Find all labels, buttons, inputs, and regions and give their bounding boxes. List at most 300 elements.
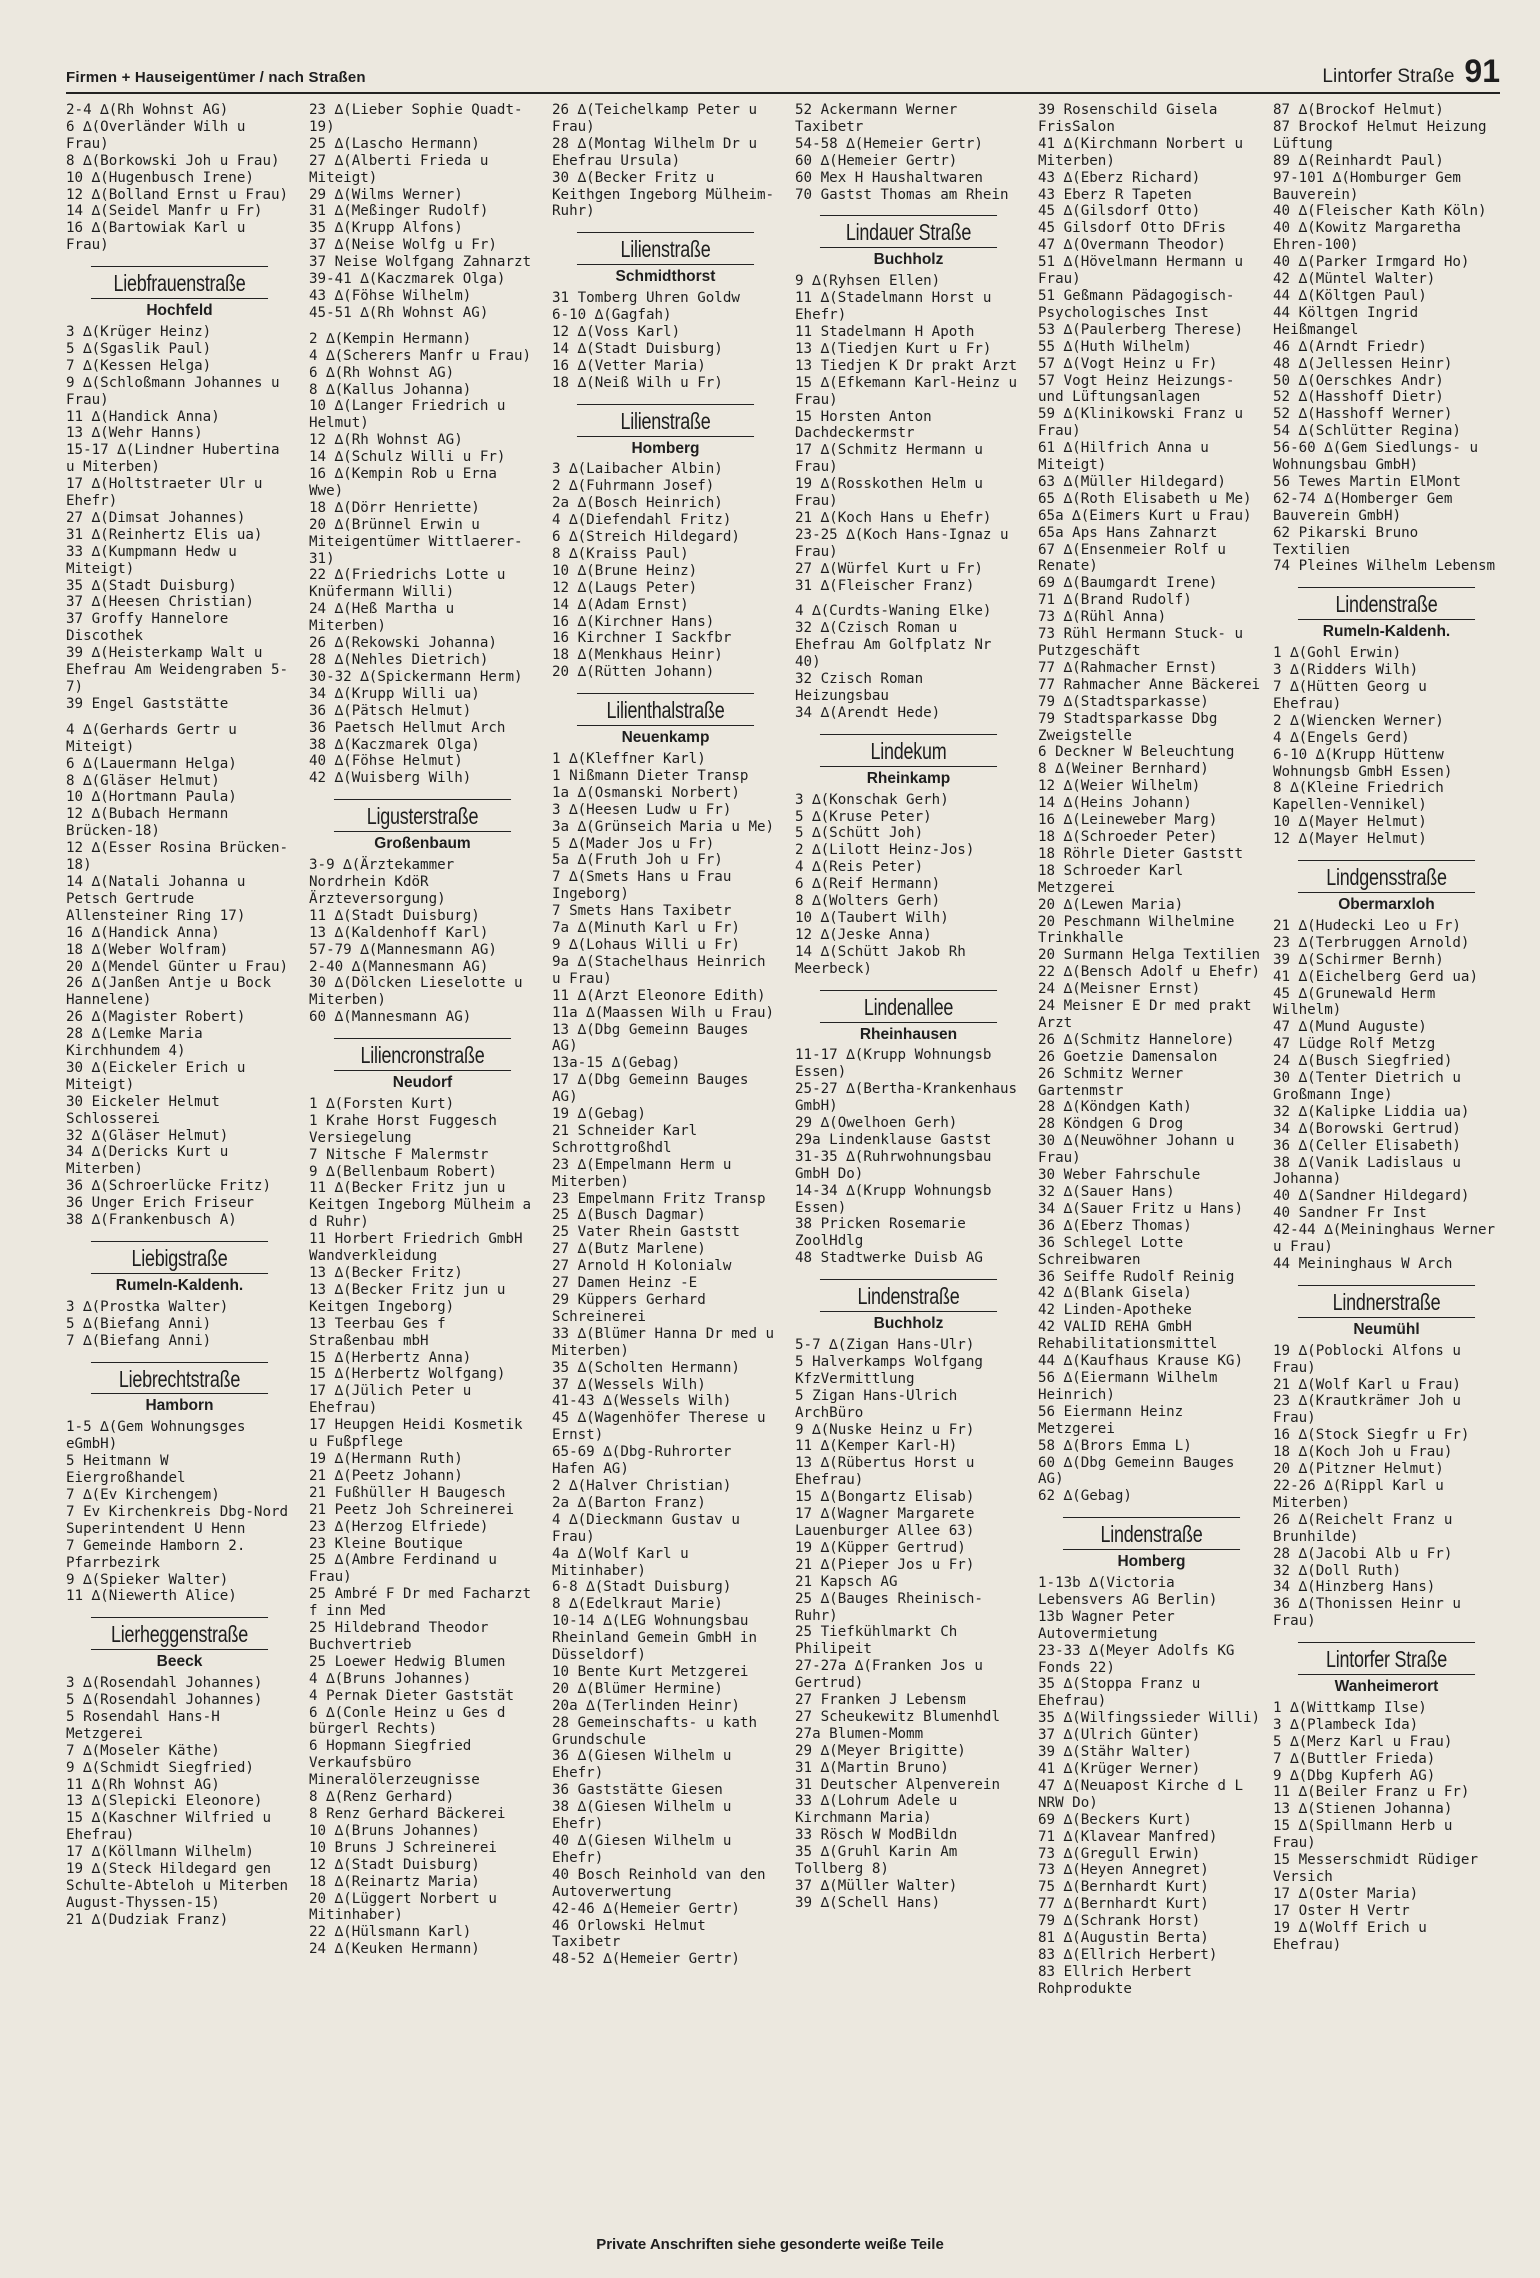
directory-entry: 18 Röhrle Dieter Gaststt	[1038, 845, 1243, 862]
directory-entry: 70 Gastst Thomas am Rhein	[795, 186, 1009, 203]
directory-entry: 27 ∆(Alberti Frieda u Miteigt)	[309, 152, 489, 186]
directory-entry: 20 ∆(Pitzner Helmut)	[1273, 1461, 1444, 1478]
directory-entry: 30 Weber Fahrschule	[1038, 1167, 1201, 1184]
directory-entry: 45-51 ∆(Rh Wohnst AG)	[309, 304, 489, 321]
directory-entry: 30 Eickeler Helmut Schlosserei	[66, 1093, 220, 1127]
directory-entry: 7 ∆(Moseler Käthe)	[66, 1742, 220, 1759]
directory-entry: 10-14 ∆(LEG Wohnungsbau Rheinland Gemein GmbH in Düsseldorf)	[552, 1613, 757, 1664]
directory-entry: 1 Krahe Horst Fuggesch Versiegelung	[309, 1112, 497, 1146]
directory-entry: 25 ∆(Busch Dagmar)	[552, 1207, 706, 1224]
directory-entry: 42 ∆(Müntel Walter)	[1273, 271, 1436, 288]
directory-entry: 23 ∆(Herzog Elfriede)	[309, 1518, 489, 1535]
directory-entry: 15 ∆(Efkemann Karl-Heinz u Frau)	[795, 374, 1018, 408]
directory-entry: 40 ∆(Föhse Helmut)	[309, 753, 463, 770]
directory-entry: 31-35 ∆(Ruhrwohnungsbau GmbH Do)	[795, 1148, 992, 1182]
directory-entry: 28 ∆(Lemke Maria Kirchhundem 4)	[66, 1026, 203, 1060]
directory-entry: 22 ∆(Hülsmann Karl)	[309, 1924, 472, 1941]
directory-entry: 34 ∆(Hinzberg Hans)	[1273, 1579, 1436, 1596]
directory-entry: 60 ∆(Hemeier Gertr)	[795, 152, 958, 169]
directory-entry: 54-58 ∆(Hemeier Gertr)	[795, 135, 983, 152]
directory-entry: 18 ∆(Reinartz Maria)	[309, 1873, 480, 1890]
directory-entry: 34 ∆(Sauer Fritz u Hans)	[1038, 1200, 1243, 1217]
directory-entry: 26 ∆(Magister Robert)	[66, 1009, 246, 1026]
district-heading: Homberg	[1117, 1553, 1186, 1571]
directory-entry: 18 ∆(Menkhaus Heinr)	[552, 647, 723, 664]
directory-entry: 79 ∆(Schrank Horst)	[1038, 1913, 1201, 1930]
directory-entry: 38 ∆(Frankenbusch A)	[66, 1212, 237, 1229]
directory-entry: 17 ∆(Holtstraeter Ulr u Ehefr)	[66, 476, 263, 510]
directory-entry: 5a ∆(Fruth Joh u Fr)	[552, 852, 723, 869]
district-heading: Rumeln-Kaldenh.	[115, 1276, 244, 1294]
directory-entry: 2 ∆(Wiencken Werner)	[1273, 712, 1444, 729]
directory-entry: 44 ∆(Költgen Paul)	[1273, 287, 1427, 304]
street-heading: Ligusterstraße	[334, 799, 511, 832]
directory-entry: 7 Smets Hans Taxibetr	[552, 903, 732, 920]
directory-entry: 17 Oster H Vertr	[1273, 1902, 1410, 1919]
directory-entry: 16 ∆(Vetter Maria)	[552, 357, 706, 374]
directory-entry: 15 Messerschmidt Rüdiger Versich	[1273, 1852, 1478, 1885]
header-section-title: Firmen + Hauseigentümer / nach Straßen	[66, 69, 366, 86]
directory-entry: 7 ∆(Kessen Helga)	[66, 357, 212, 374]
street-heading: Lindekum	[820, 734, 997, 767]
directory-entry: 23-33 ∆(Meyer Adolfs KG Fonds 22)	[1038, 1642, 1235, 1676]
directory-entry: 14 ∆(Schütt Jakob Rh Meerbeck)	[795, 943, 966, 977]
directory-entry: 59 ∆(Klinikowski Franz u Frau)	[1038, 406, 1243, 440]
directory-entry: 11 Horbert Friedrich GmbH Wandverkleidung	[309, 1231, 523, 1265]
directory-entry: 20 ∆(Blümer Hermine)	[552, 1680, 723, 1697]
directory-entry: 28 ∆(Jacobi Alb u Fr)	[1273, 1545, 1453, 1562]
directory-entry: 3 ∆(Heesen Ludw u Fr)	[552, 801, 732, 818]
directory-entry: 47 ∆(Neuapost Kirche d L NRW Do)	[1038, 1777, 1243, 1811]
directory-entry: 45 Gilsdorf Otto DFris	[1038, 220, 1226, 237]
directory-entry: 13 ∆(Kaldenhoff Karl)	[309, 924, 489, 941]
directory-entry: 60 ∆(Dbg Gemeinn Bauges AG)	[1038, 1454, 1235, 1488]
directory-entry: 26 Schmitz Werner Gartenmstr	[1038, 1065, 1184, 1099]
directory-entry: 38 ∆(Vanik Ladislaus u Johanna)	[1273, 1154, 1461, 1188]
directory-entry: 36 Paetsch Hellmut Arch	[309, 719, 506, 736]
directory-entry: 45 ∆(Grunewald Herm Wilhelm)	[1273, 985, 1436, 1019]
directory-entry: 36 ∆(Eberz Thomas)	[1038, 1217, 1192, 1234]
directory-entry: 23 ∆(Krautkrämer Joh u Frau)	[1273, 1393, 1461, 1427]
directory-entry: 79 ∆(Stadtsparkasse)	[1038, 693, 1209, 710]
directory-entry: 5 Halverkamps Wolfgang KfzVermittlung	[795, 1353, 983, 1387]
column-1	[66, 102, 293, 2187]
directory-entry: 39 ∆(Stähr Walter)	[1038, 1744, 1192, 1761]
directory-entry: 14-34 ∆(Krupp Wohnungsb Essen)	[795, 1182, 992, 1216]
directory-entry: 9 ∆(Lohaus Willi u Fr)	[552, 936, 740, 953]
directory-entry: 67 ∆(Ensenmeier Rolf u Renate)	[1038, 541, 1226, 575]
district-heading: Rumeln-Kaldenh.	[1322, 623, 1451, 641]
directory-entry: 43 ∆(Föhse Wilhelm)	[309, 287, 472, 304]
directory-entry: 21 ∆(Koch Hans u Ehefr)	[795, 509, 992, 526]
directory-entry: 8 ∆(Gläser Helmut)	[66, 772, 220, 789]
directory-entry: 40 ∆(Giesen Wilhelm u Ehefr)	[552, 1833, 732, 1866]
directory-entry: 36 Unger Erich Friseur	[66, 1195, 254, 1212]
directory-entry: 52 ∆(Hasshoff Werner)	[1273, 406, 1453, 423]
directory-entry: 23-25 ∆(Koch Hans-Ignaz u Frau)	[795, 526, 1009, 560]
district-heading: Neuenkamp	[621, 729, 710, 747]
directory-entry: 73 ∆(Heyen Annegret)	[1038, 1862, 1209, 1879]
directory-entry: 27 Arnold H Kolonialw	[552, 1258, 732, 1275]
district-heading: Rheinkamp	[866, 769, 951, 787]
directory-entry: 63 ∆(Müller Hildegard)	[1038, 473, 1226, 490]
column-6	[1273, 102, 1500, 2187]
directory-entry: 27 Scheukewitz Blumenhdl	[795, 1708, 1000, 1725]
directory-entry: 11 ∆(Becker Fritz jun u Keitgen Ingeborg Mülheim a d Ruhr)	[309, 1180, 532, 1231]
directory-entry: 6-10 ∆(Gagfah)	[552, 307, 672, 324]
directory-entry: 77 Rahmacher Anne Bäckerei	[1038, 676, 1261, 693]
district-heading: Homberg	[631, 439, 700, 457]
directory-entry: 15 ∆(Kaschner Wilfried u Ehefrau)	[66, 1810, 271, 1844]
directory-entry: 11 ∆(Rh Wohnst AG)	[66, 1776, 220, 1793]
directory-entry: 21 ∆(Wolf Karl u Frau)	[1273, 1376, 1461, 1393]
directory-entry: 29 Küppers Gerhard Schreinerei	[552, 1292, 706, 1325]
directory-entry: 9 ∆(Spieker Walter)	[66, 1571, 229, 1588]
directory-entry: 25 ∆(Bauges Rheinisch-Ruhr)	[795, 1590, 983, 1624]
directory-entry: 6 ∆(Reif Hermann)	[795, 876, 941, 893]
directory-entry: 26 ∆(Teichelkamp Peter u Frau)	[552, 102, 757, 135]
directory-entry: 42 ∆(Wuisberg Wilh)	[309, 770, 472, 787]
district-heading: Großenbaum	[374, 835, 471, 853]
directory-entry: 25 ∆(Lascho Hermann)	[309, 135, 480, 152]
directory-entry: 19 ∆(Poblocki Alfons u Frau)	[1273, 1342, 1461, 1376]
directory-entry: 36 Seiffe Rudolf Reinig	[1038, 1268, 1235, 1285]
directory-entry: 18 Schroeder Karl Metzgerei	[1038, 862, 1184, 896]
directory-entry: 7 Nitsche F Malermstr	[309, 1146, 489, 1163]
directory-entry: 18 ∆(Neiß Wilh u Fr)	[552, 374, 723, 391]
directory-entry: 17 ∆(Wagner Margarete Lauenburger Allee 63)	[795, 1506, 975, 1539]
directory-entry: 6 ∆(Conle Heinz u Ges d bürgerl Rechts)	[309, 1704, 506, 1738]
directory-entry: 37 ∆(Wessels Wilh)	[552, 1376, 706, 1393]
spacer	[309, 322, 536, 331]
directory-entry: 12 ∆(Mayer Helmut)	[1273, 831, 1427, 848]
directory-entry: 21 Fußhüller H Baugesch	[309, 1484, 506, 1501]
directory-entry: 4 ∆(Curdts-Waning Elke)	[795, 603, 992, 620]
directory-entry: 40 Sandner Fr Inst	[1273, 1205, 1427, 1222]
directory-entry: 4 ∆(Dieckmann Gustav u Frau)	[552, 1511, 740, 1545]
directory-entry: 12 ∆(Bolland Ernst u Frau)	[66, 186, 289, 203]
directory-entry: 47 ∆(Mund Auguste)	[1273, 1019, 1427, 1036]
directory-entry: 8 ∆(Weiner Bernhard)	[1038, 761, 1209, 778]
directory-entry: 30 ∆(Becker Fritz u Keithgen Ingeborg Mülheim-Ruhr)	[552, 169, 775, 220]
directory-columns	[66, 102, 1500, 2187]
directory-entry: 1a ∆(Osmanski Norbert)	[552, 784, 740, 801]
directory-entry: 6 ∆(Lauermann Helga)	[66, 755, 237, 772]
directory-entry: 71 ∆(Klavear Manfred)	[1038, 1828, 1218, 1845]
directory-entry: 1-13b ∆(Victoria Lebensvers AG Berlin)	[1038, 1575, 1218, 1608]
directory-entry: 35 ∆(Stadt Duisburg)	[66, 577, 237, 594]
directory-entry: 3 ∆(Laibacher Albin)	[552, 461, 723, 478]
directory-entry: 37 Neise Wolfgang Zahnarzt	[309, 254, 532, 271]
directory-entry: 62 ∆(Gebag)	[1038, 1488, 1132, 1505]
directory-entry: 32 ∆(Kalipke Liddia ua)	[1273, 1103, 1470, 1120]
directory-entry: 12 ∆(Bubach Hermann Brücken-18)	[66, 806, 229, 840]
directory-entry: 2 ∆(Halver Christian)	[552, 1477, 732, 1494]
street-heading: Liebrechtstraße	[91, 1362, 268, 1395]
directory-entry: 19 ∆(Hermann Ruth)	[309, 1450, 463, 1467]
directory-entry: 2-4 ∆(Rh Wohnst AG)	[66, 102, 229, 118]
street-heading: Lindenstraße	[820, 1279, 997, 1312]
directory-entry: 29 ∆(Meyer Brigitte)	[795, 1742, 966, 1759]
directory-entry: 17 Heupgen Heidi Kosmetik u Fußpflege	[309, 1417, 523, 1451]
directory-entry: 5 ∆(Rosendahl Johannes)	[66, 1692, 263, 1709]
directory-entry: 3-9 ∆(Ärztekammer Nordrhein KdöR Ärzteversorgung)	[309, 857, 455, 907]
directory-entry: 22 ∆(Friedrichs Lotte u Knüfermann Willi)	[309, 567, 506, 601]
directory-entry: 4 ∆(Diefendahl Fritz)	[552, 512, 732, 529]
district-heading: Rheinhausen	[859, 1025, 958, 1043]
directory-entry: 30 ∆(Eickeler Erich u Miteigt)	[66, 1059, 246, 1093]
directory-entry: 20 ∆(Rütten Johann)	[552, 664, 715, 681]
directory-entry: 12 ∆(Esser Rosina Brücken-18)	[66, 840, 289, 874]
directory-entry: 5 Heitmann W Eiergroßhandel	[66, 1453, 186, 1487]
directory-entry: 21 Kapsch AG	[795, 1573, 898, 1590]
directory-entry: 11 ∆(Kemper Karl-H)	[795, 1438, 958, 1455]
directory-entry: 12 ∆(Laugs Peter)	[552, 579, 698, 596]
directory-entry: 69 ∆(Beckers Kurt)	[1038, 1811, 1192, 1828]
column-4	[795, 102, 1022, 2187]
directory-entry: 23 Kleine Boutique	[309, 1535, 463, 1552]
directory-entry: 2 ∆(Lilott Heinz-Jos)	[795, 842, 975, 859]
directory-entry: 37 ∆(Neise Wolfg u Fr)	[309, 237, 497, 254]
directory-entry: 43 Eberz R Tapeten	[1038, 186, 1192, 203]
directory-entry: 28 Gemeinschafts- u kath Grundschule	[552, 1714, 757, 1748]
directory-entry: 47 Lüdge Rolf Metzg	[1273, 1036, 1436, 1053]
directory-entry: 37 Groffy Hannelore Discothek	[66, 611, 229, 645]
directory-entry: 7 Gemeinde Hamborn 2. Pfarrbezirk	[66, 1537, 246, 1571]
directory-entry: 34 ∆(Dericks Kurt u Miterben)	[66, 1144, 229, 1178]
directory-entry: 16 ∆(Leineweber Marg)	[1038, 812, 1218, 829]
directory-entry: 10 Bruns J Schreinerei	[309, 1839, 497, 1856]
directory-entry: 38 ∆(Giesen Wilhelm u Ehefr)	[552, 1799, 732, 1833]
directory-entry: 9a ∆(Stachelhaus Heinrich u Frau)	[552, 953, 766, 987]
directory-entry: 39 ∆(Heisterkamp Walt u Ehefrau Am Weidengraben 5-7)	[66, 645, 289, 695]
directory-entry: 83 Ellrich Herbert Rohprodukte	[1038, 1963, 1192, 1997]
directory-entry: 9 ∆(Schmidt Siegfried)	[66, 1759, 254, 1776]
directory-entry: 18 ∆(Schroeder Peter)	[1038, 828, 1218, 845]
directory-entry: 31 ∆(Meßinger Rudolf)	[309, 203, 489, 220]
directory-entry: 20a ∆(Terlinden Heinr)	[552, 1697, 740, 1714]
directory-entry: 17 ∆(Köllmann Wilhelm)	[66, 1844, 254, 1861]
column-2	[309, 102, 536, 2187]
directory-entry: 37 ∆(Müller Walter)	[795, 1878, 958, 1894]
directory-entry: 31 Deutscher Alpenverein	[795, 1776, 1000, 1793]
directory-entry: 61 ∆(Hilfrich Anna u Miteigt)	[1038, 440, 1209, 474]
directory-entry: 14 ∆(Heins Johann)	[1038, 795, 1192, 812]
directory-entry: 8 ∆(Kraiss Paul)	[552, 545, 689, 562]
street-heading: Lindenstraße	[1298, 587, 1475, 620]
directory-entry: 20 ∆(Lüggert Norbert u Mitinhaber)	[309, 1890, 497, 1924]
district-heading: Neumühl	[1353, 1320, 1420, 1338]
directory-entry: 3 ∆(Prostka Walter)	[66, 1298, 229, 1315]
directory-entry: 24 ∆(Heß Martha u Miterben)	[309, 601, 455, 635]
directory-entry: 39-41 ∆(Kaczmarek Olga)	[309, 271, 506, 288]
directory-entry: 25 Vater Rhein Gaststt	[552, 1224, 740, 1241]
directory-entry: 5-7 ∆(Zigan Hans-Ulr)	[795, 1337, 975, 1353]
directory-entry: 30-32 ∆(Spickermann Herm)	[309, 668, 523, 685]
directory-entry: 20 ∆(Mendel Günter u Frau)	[66, 958, 289, 975]
directory-entry: 14 ∆(Schulz Willi u Fr)	[309, 449, 506, 466]
directory-entry: 43 ∆(Eberz Richard)	[1038, 169, 1201, 186]
directory-entry: 13 ∆(Becker Fritz jun u Keitgen Ingeborg)	[309, 1281, 506, 1315]
directory-entry: 36 ∆(Schroerlücke Fritz)	[66, 1178, 271, 1195]
directory-entry: 5 ∆(Biefang Anni)	[66, 1315, 212, 1332]
directory-entry: 69 ∆(Baumgardt Irene)	[1038, 575, 1218, 592]
directory-entry: 15 ∆(Herbertz Anna)	[309, 1349, 472, 1366]
directory-entry: 9 ∆(Dbg Kupferh AG)	[1273, 1767, 1436, 1784]
directory-entry: 16 Kirchner I Sackfbr	[552, 630, 732, 647]
directory-entry: 30 ∆(Tenter Dietrich u Großmann Inge)	[1273, 1070, 1461, 1103]
directory-entry: 1 ∆(Wittkamp Ilse)	[1273, 1699, 1427, 1716]
directory-entry: 10 ∆(Langer Friedrich u Helmut)	[309, 398, 506, 432]
directory-entry: 25 Loewer Hedwig Blumen	[309, 1653, 506, 1670]
directory-entry: 35 ∆(Gruhl Karin Am Tollberg 8)	[795, 1844, 958, 1878]
directory-entry: 24 ∆(Keuken Hermann)	[309, 1941, 480, 1958]
directory-entry: 25 Ambré F Dr med Facharzt f inn Med	[309, 1586, 532, 1620]
directory-entry: 28 ∆(Montag Wilhelm Dr u Ehefrau Ursula)	[552, 135, 757, 169]
directory-entry: 41 ∆(Kirchmann Norbert u Miterben)	[1038, 135, 1243, 169]
directory-entry: 5 ∆(Schütt Joh)	[795, 825, 924, 842]
directory-entry: 16 ∆(Kempin Rob u Erna Wwe)	[309, 466, 497, 499]
directory-entry: 48 ∆(Jellessen Heinr)	[1273, 355, 1453, 372]
directory-entry: 42 ∆(Blank Gisela)	[1038, 1285, 1192, 1302]
directory-entry: 3 ∆(Plambeck Ida)	[1273, 1716, 1419, 1733]
directory-entry: 37 ∆(Heesen Christian)	[66, 594, 254, 611]
directory-entry: 24 ∆(Meisner Ernst)	[1038, 981, 1201, 998]
directory-entry: 3 ∆(Krüger Heinz)	[66, 323, 212, 340]
directory-entry: 46 Orlowski Helmut Taxibetr	[552, 1917, 706, 1951]
directory-entry: 7 ∆(Biefang Anni)	[66, 1332, 212, 1349]
directory-entry: 18 ∆(Weber Wolfram)	[66, 941, 229, 958]
directory-entry: 89 ∆(Reinhardt Paul)	[1273, 152, 1444, 169]
directory-entry: 16 ∆(Handick Anna)	[66, 924, 220, 941]
directory-entry: 9 ∆(Bellenbaum Robert)	[309, 1163, 497, 1180]
street-heading: Lindgensstraße	[1298, 860, 1475, 893]
directory-entry: 32 Czisch Roman Heizungsbau	[795, 671, 924, 704]
directory-entry: 27 Franken J Lebensm	[795, 1692, 966, 1709]
directory-entry: 23 ∆(Lieber Sophie Quadt-19)	[309, 102, 523, 135]
directory-entry: 6 Hopmann Siegfried Verkaufsbüro Mineralölerzeugnisse	[309, 1738, 480, 1789]
directory-entry: 8 ∆(Edelkraut Marie)	[552, 1596, 723, 1613]
directory-entry: 16 ∆(Stock Siegfr u Fr)	[1273, 1427, 1470, 1444]
directory-entry: 20 Peschmann Wilhelmine Trinkhalle	[1038, 913, 1235, 947]
directory-entry: 19 ∆(Rosskothen Helm u Frau)	[795, 476, 983, 510]
directory-entry: 36 ∆(Thonissen Heinr u Frau)	[1273, 1596, 1461, 1630]
directory-entry: 40 ∆(Parker Irmgard Ho)	[1273, 254, 1470, 271]
directory-entry: 27 ∆(Dimsat Johannes)	[66, 509, 246, 526]
street-heading: Lilienstraße	[577, 232, 754, 265]
directory-entry: 31 ∆(Martin Bruno)	[795, 1759, 949, 1776]
directory-entry: 21 ∆(Dudziak Franz)	[66, 1911, 229, 1928]
directory-entry: 65-69 ∆(Dbg-Ruhrorter Hafen AG)	[552, 1444, 732, 1478]
directory-entry: 35 ∆(Krupp Alfons)	[309, 220, 463, 237]
directory-entry: 8 ∆(Renz Gerhard)	[309, 1789, 455, 1806]
directory-entry: 44 ∆(Kaufhaus Krause KG)	[1038, 1353, 1243, 1370]
directory-entry: 56 ∆(Eiermann Wilhelm Heinrich)	[1038, 1369, 1218, 1403]
district-heading: Hochfeld	[146, 302, 213, 320]
directory-entry: 19 ∆(Steck Hildegard gen Schulte-Abteloh u Miterben August-Thyssen-15)	[66, 1861, 289, 1911]
district-heading: Buchholz	[873, 251, 944, 269]
spacer	[795, 594, 1022, 603]
directory-entry: 87 ∆(Brockof Helmut)	[1273, 102, 1444, 118]
directory-entry: 9 ∆(Ryhsen Ellen)	[795, 273, 941, 290]
directory-entry: 11 ∆(Arzt Eleonore Edith)	[552, 987, 766, 1004]
directory-entry: 36 ∆(Giesen Wilhelm u Ehefr)	[552, 1748, 732, 1782]
directory-entry: 29 ∆(Owelhoen Gerh)	[795, 1115, 958, 1132]
directory-entry: 40 ∆(Kowitz Margaretha Ehren-100)	[1273, 220, 1461, 254]
directory-entry: 46 ∆(Arndt Friedr)	[1273, 338, 1427, 355]
directory-entry: 15 ∆(Herbertz Wolfgang)	[309, 1366, 506, 1383]
directory-entry: 11 ∆(Beiler Franz u Fr)	[1273, 1784, 1470, 1801]
directory-entry: 8 ∆(Kallus Johanna)	[309, 381, 472, 398]
directory-entry: 8 ∆(Kleine Friedrich Kapellen-Vennikel)	[1273, 780, 1444, 814]
directory-entry: 50 ∆(Oerschkes Andr)	[1273, 372, 1444, 389]
street-heading: Liebfrauenstraße	[91, 266, 268, 299]
street-heading: Lintorfer Straße	[1298, 1642, 1475, 1675]
street-heading: Liliencronstraße	[334, 1038, 511, 1071]
column-3	[552, 102, 779, 2187]
directory-entry: 16 ∆(Bartowiak Karl u Frau)	[66, 220, 246, 254]
directory-entry: 1 ∆(Kleffner Karl)	[552, 751, 706, 767]
directory-entry: 11a ∆(Maassen Wilh u Frau)	[552, 1004, 775, 1021]
directory-entry: 31 ∆(Reinhertz Elis ua)	[66, 526, 263, 543]
directory-entry: 3a ∆(Grünseich Maria u Me)	[552, 818, 775, 835]
column-5	[1038, 102, 1265, 2187]
directory-entry: 25 Tiefkühlmarkt Ch Philipeit	[795, 1624, 958, 1658]
directory-entry: 40 ∆(Fleischer Kath Köln)	[1273, 203, 1487, 220]
directory-entry: 36 Schlegel Lotte Schreibwaren	[1038, 1234, 1184, 1268]
district-heading: Obermarxloh	[1338, 895, 1435, 913]
directory-entry: 21 Peetz Joh Schreinerei	[309, 1501, 514, 1518]
directory-entry: 14 ∆(Natali Johanna u Petsch Gertrude Allensteiner Ring 17)	[66, 873, 246, 924]
directory-entry: 13 ∆(Rübertus Horst u Ehefrau)	[795, 1455, 975, 1489]
directory-entry: 23 Empelmann Fritz Transp	[552, 1190, 766, 1207]
directory-entry: 27 Damen Heinz -E	[552, 1275, 698, 1292]
page-number: 91	[1464, 53, 1500, 89]
directory-entry: 56-60 ∆(Gem Siedlungs- u Wohnungsbau GmbH)	[1273, 440, 1478, 474]
directory-entry: 4 ∆(Gerhards Gertr u Miteigt)	[66, 721, 237, 755]
directory-entry: 28 ∆(Nehles Dietrich)	[309, 652, 489, 668]
directory-entry: 12 ∆(Voss Karl)	[552, 323, 681, 340]
directory-entry: 71 ∆(Brand Rudolf)	[1038, 592, 1192, 609]
directory-entry: 11 ∆(Stadelmann Horst u Ehefr)	[795, 290, 992, 324]
directory-entry: 22 ∆(Bensch Adolf u Ehefr)	[1038, 964, 1261, 981]
directory-entry: 57 ∆(Vogt Heinz u Fr)	[1038, 355, 1218, 372]
directory-entry: 5 Rosendahl Hans-H Metzgerei	[66, 1708, 220, 1742]
directory-entry: 48-52 ∆(Hemeier Gertr)	[552, 1951, 740, 1968]
directory-entry: 87 Brockof Helmut Heizung Lüftung	[1273, 118, 1487, 152]
directory-entry: 77 ∆(Bernhardt Kurt)	[1038, 1896, 1209, 1913]
directory-entry: 13a-15 ∆(Gebag)	[552, 1055, 681, 1072]
directory-entry: 9 ∆(Nuske Heinz u Fr)	[795, 1421, 975, 1438]
directory-entry: 48 Stadtwerke Duisb AG	[795, 1250, 983, 1267]
directory-entry: 2a ∆(Barton Franz)	[552, 1494, 706, 1511]
directory-entry: 19 ∆(Gebag)	[552, 1106, 646, 1123]
directory-entry: 33 ∆(Lohrum Adele u Kirchmann Maria)	[795, 1793, 958, 1827]
directory-entry: 14 ∆(Stadt Duisburg)	[552, 340, 723, 357]
directory-entry: 38 ∆(Kaczmarek Olga)	[309, 736, 480, 753]
directory-entry: 81 ∆(Augustin Berta)	[1038, 1930, 1209, 1947]
directory-entry: 36 ∆(Pätsch Helmut)	[309, 702, 472, 719]
directory-entry: 1 ∆(Forsten Kurt)	[309, 1095, 455, 1112]
directory-entry: 4 ∆(Reis Peter)	[795, 859, 924, 876]
district-heading: Hamborn	[145, 1397, 214, 1415]
directory-entry: 29a Lindenklause Gastst	[795, 1131, 992, 1148]
directory-entry: 45 ∆(Gilsdorf Otto)	[1038, 203, 1201, 220]
directory-entry: 1 ∆(Gohl Erwin)	[1273, 645, 1402, 662]
directory-entry: 35 ∆(Stoppa Franz u Ehefrau)	[1038, 1676, 1201, 1710]
directory-entry: 12 ∆(Stadt Duisburg)	[309, 1856, 480, 1873]
directory-entry: 32 ∆(Czisch Roman u Ehefrau Am Golfplatz Nr 40)	[795, 620, 992, 671]
